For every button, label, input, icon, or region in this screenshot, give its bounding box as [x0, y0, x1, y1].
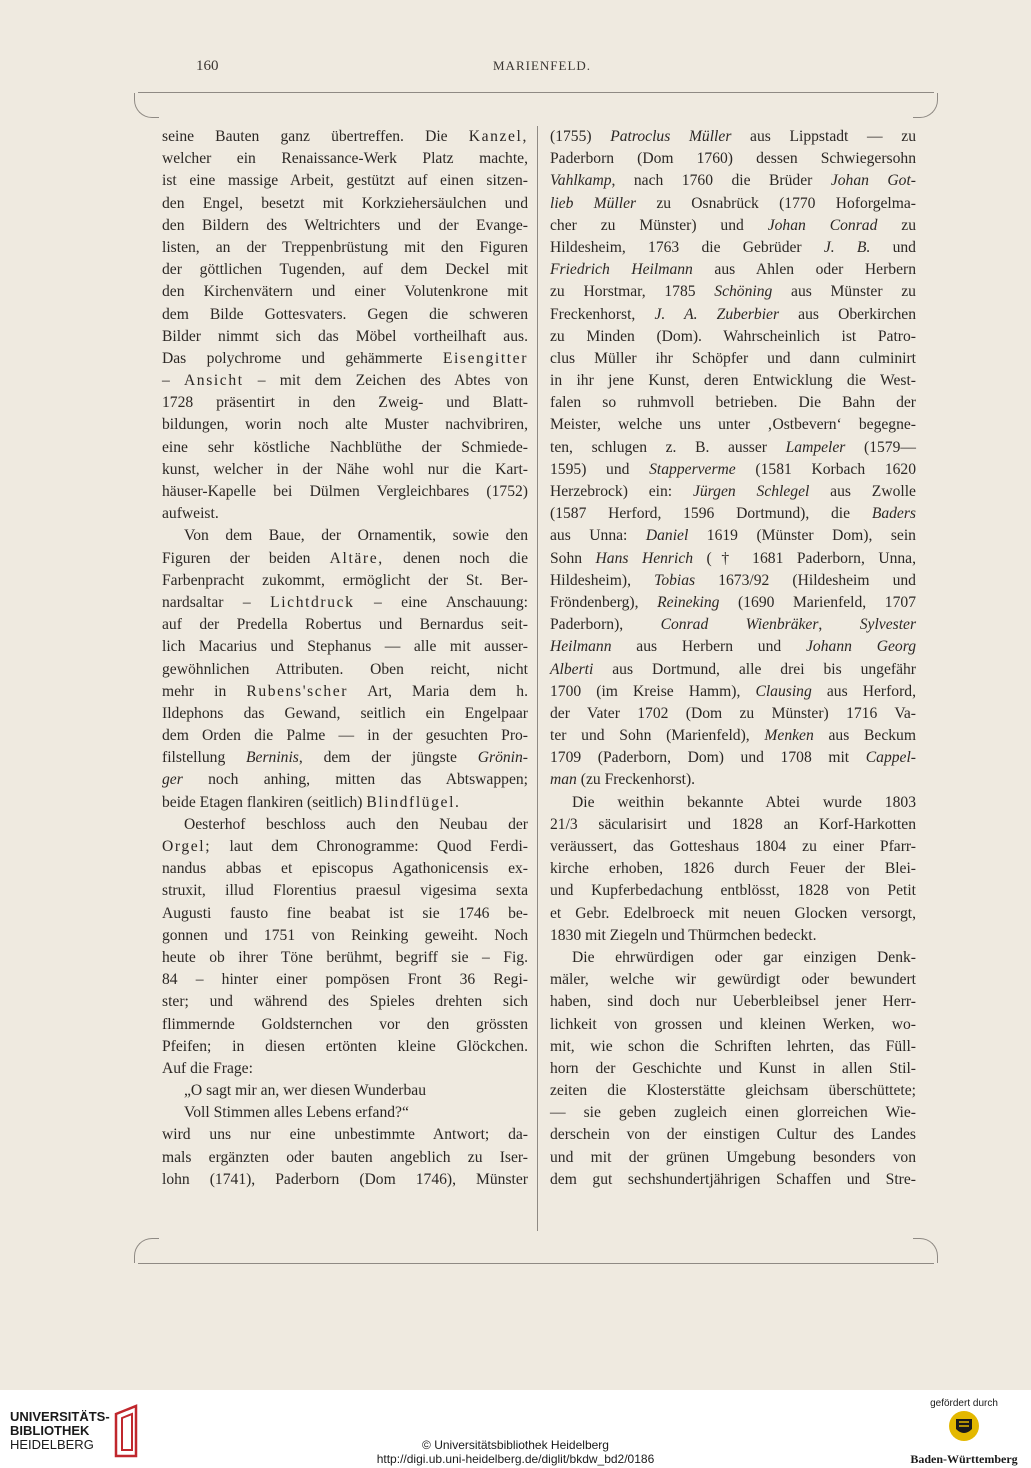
text-run: auf der Predella Robertus und Bernardus seit-	[162, 616, 528, 634]
text-line	[550, 1014, 916, 1036]
text-line	[162, 925, 528, 947]
text-run: (1755)	[550, 128, 611, 145]
text-line	[550, 548, 916, 570]
text-run: Fröndenberg),	[550, 593, 658, 611]
text-run: aus Ahlen oder Herbern	[692, 261, 916, 279]
text-run: lohn (1741), Paderborn (Dom 1746), Münster	[162, 1170, 528, 1188]
text-line	[550, 925, 916, 947]
text-line	[162, 792, 528, 814]
text-line	[550, 392, 916, 414]
text-line	[162, 259, 528, 281]
italic-name: Tobias	[654, 571, 696, 589]
text-line	[162, 1058, 528, 1080]
text-run: nardsaltar –	[162, 593, 271, 611]
text-line	[550, 1058, 916, 1080]
text-line	[162, 348, 528, 370]
text-run: 1728 präsentirt in den Zweig- und Blatt-	[162, 394, 528, 412]
italic-name: Heilmann	[550, 638, 612, 656]
text-run: noch anhing, mitten das Abtswappen;	[182, 771, 528, 789]
text-line	[550, 592, 916, 614]
italic-name: Daniel	[645, 527, 689, 545]
text-line	[162, 703, 528, 725]
text-line	[162, 1147, 528, 1169]
text-line	[550, 747, 916, 769]
text-run: ter und Sohn (Marienfeld),	[550, 727, 765, 745]
state-coat-of-arms-icon	[947, 1409, 981, 1443]
text-line	[550, 170, 916, 192]
text-run: mäler, welche wir gewürdigt oder bewundert	[550, 971, 916, 989]
text-line	[162, 148, 528, 170]
text-line	[550, 414, 916, 436]
text-run: ster; und während des Spieles drehten sich	[162, 993, 528, 1011]
text-line	[162, 481, 528, 503]
frame-corner	[913, 93, 938, 118]
text-line	[550, 570, 916, 592]
text-run: kirche erhoben, 1826 durch Feuer der Blei-	[550, 860, 916, 878]
text-run: aus Unna:	[550, 527, 646, 545]
text-run: eine sehr köstliche Nachblüthe der Schmiede-	[162, 438, 528, 456]
text-run: clus Müller ihr Schöpfer und dann culminirt	[550, 349, 916, 367]
text-line	[162, 370, 528, 392]
text-line	[550, 725, 916, 747]
text-run: – eine Anschauung:	[354, 593, 529, 611]
text-run: derschein von der einstigen Cultur des Landes	[550, 1126, 916, 1144]
text-run: Auf die Frage:	[162, 1059, 253, 1077]
text-run: 84 – hinter einer pompösen Front 36 Regi-	[162, 971, 528, 989]
italic-name: Cappel-	[865, 749, 916, 767]
text-run: Paderborn),	[550, 616, 661, 634]
text-line	[162, 304, 528, 326]
text-line	[550, 1124, 916, 1146]
text-run: Paderborn (Dom 1760) dessen Schwiegersohn	[550, 150, 916, 168]
italic-name: Vahlkamp	[550, 172, 612, 190]
text-run: nandus abbas et episcopus Agathonicensis ex-	[162, 860, 528, 878]
page-header	[0, 58, 1031, 82]
text-line	[162, 659, 528, 681]
text-run: aufweist.	[162, 505, 219, 523]
text-run: mals ergänzten oder bauten angeblich zu Iser-	[162, 1148, 528, 1166]
text-run: Sohn	[550, 549, 596, 567]
text-run: und	[870, 238, 916, 256]
text-run: cher zu Münster) und	[550, 216, 768, 234]
text-run: heute ob ihrer Töne berühmt, begriff sie – Fig.	[162, 948, 528, 966]
text-run: Pfeifen; in diesen ertönten kleine Glöckchen.	[162, 1037, 528, 1055]
text-line	[162, 1080, 528, 1102]
text-line	[550, 991, 916, 1013]
italic-name: ger	[162, 771, 183, 789]
italic-name: Alberti	[550, 660, 594, 678]
text-line	[550, 1036, 916, 1058]
text-run: bildungen, worin noch alte Muster nachvibriren,	[162, 416, 528, 434]
text-run: Oesterhof beschloss auch den Neubau der	[184, 815, 528, 833]
text-run: listen, an der Treppenbrüstung mit den Figuren	[162, 238, 528, 256]
footer	[0, 1390, 1031, 1468]
text-run: den Engel, besetzt mit Korkziehersäulchen und	[162, 194, 528, 212]
frame-corner	[134, 1238, 159, 1263]
text-run: et Gebr. Edelbroeck mit neuen Glocken versorgt,	[550, 904, 916, 922]
italic-name: Grönin-	[477, 749, 528, 767]
text-run: dem Bilde Gottesvaters. Gegen die schweren	[162, 305, 528, 323]
text-line	[550, 947, 916, 969]
italic-name: Friedrich Heilmann	[550, 261, 693, 279]
text-run: 1709 (Paderborn, Dom) und 1708 mit	[550, 749, 866, 767]
italic-name: Jürgen Schlegel	[692, 483, 810, 500]
text-run: (1587 Herford, 1596 Dortmund), die	[550, 505, 872, 523]
text-run: (1690 Marienfeld, 1707	[719, 593, 916, 611]
text-line	[550, 437, 916, 459]
text-run: zu Minden (Dom). Wahrscheinlich ist Patro-	[550, 327, 916, 345]
text-run: (1581 Korbach 1620	[735, 460, 917, 478]
text-run: zeiten die Klosterstätte gleichsam überschüttete;	[550, 1082, 916, 1100]
page-number: 160	[196, 58, 219, 74]
text-run: der Vater 1702 (Dom zu Münster) 1716 Va-	[550, 704, 916, 722]
italic-name: Johan Got-	[830, 172, 916, 190]
text-line	[550, 703, 916, 725]
text-line	[550, 858, 916, 880]
text-run: flimmernde Goldsternchen vor den grössten	[162, 1015, 528, 1033]
text-run: Meister, welche uns unter ‚Ostbevern‘ begegne-	[550, 416, 916, 434]
text-line	[162, 1014, 528, 1036]
text-line	[162, 1124, 528, 1146]
text-line	[162, 570, 528, 592]
text-run: dem Orden die Palme — in der gesuchten Pro-	[162, 727, 528, 745]
text-run: ,	[818, 616, 860, 634]
text-line	[162, 1169, 528, 1191]
spaced-term: Eisengitter	[442, 349, 528, 367]
text-run: aus Oberkirchen	[779, 305, 916, 323]
text-line	[162, 969, 528, 991]
text-line	[550, 370, 916, 392]
text-run: aus Herbern und	[611, 638, 807, 656]
text-line	[550, 681, 916, 703]
library-name-line: UNIVERSITÄTS-	[10, 1409, 110, 1424]
text-run: ist eine massige Arbeit, gestützt auf einen sitzen-	[162, 172, 528, 190]
text-line	[162, 836, 528, 858]
text-run: welcher ein Renaissance-Werk Platz machte,	[162, 150, 528, 168]
text-line	[162, 193, 528, 215]
text-line	[550, 1147, 916, 1169]
text-line	[162, 1036, 528, 1058]
text-line	[550, 792, 916, 814]
text-run: — sie geben zugleich einen glorreichen Wie-	[550, 1104, 916, 1122]
text-line	[162, 814, 528, 836]
text-run: mit, wie schon die Schriften lehrten, das Füll-	[550, 1037, 916, 1055]
text-line	[550, 880, 916, 902]
text-line	[162, 126, 528, 148]
text-line	[550, 636, 916, 658]
text-line	[550, 1169, 916, 1191]
column-divider	[537, 126, 538, 1231]
italic-name: J. B.	[823, 238, 871, 256]
text-run: Voll Stimmen alles Lebens erfand?“	[184, 1104, 409, 1122]
text-run: (1579—	[845, 438, 916, 456]
text-run: –	[162, 372, 184, 390]
text-run: 1619 (Münster Dom), sein	[688, 527, 916, 545]
text-run: , dem der jüngste	[298, 749, 478, 767]
text-line	[162, 903, 528, 925]
text-run: (zu Freckenhorst).	[576, 771, 696, 789]
text-run: – mit dem Zeichen des Abtes von	[243, 372, 528, 390]
text-run: aus Beckum	[813, 727, 916, 745]
text-line	[550, 126, 916, 148]
text-run: Freckenhorst,	[550, 305, 655, 323]
text-run: 1700 (im Kreise Hamm),	[550, 682, 756, 700]
text-line	[550, 193, 916, 215]
text-line	[162, 503, 528, 525]
text-line	[162, 326, 528, 348]
text-run: († 1681 Paderborn, Unna,	[693, 549, 916, 567]
text-line	[162, 769, 528, 791]
text-line	[162, 991, 528, 1013]
italic-name: Johann Georg	[806, 638, 916, 656]
text-line	[162, 614, 528, 636]
italic-name: Reineking	[657, 593, 720, 611]
text-run: gonnen und 1751 von Reinking geweiht. Noch	[162, 926, 528, 944]
spaced-term: Ansicht	[183, 372, 244, 390]
left-text-column	[162, 126, 528, 1191]
text-line	[550, 836, 916, 858]
text-run: 21/3 säcularisirt und 1828 an Korf-Harkotten	[550, 815, 916, 833]
italic-name: Sylvester	[859, 616, 917, 634]
text-line	[550, 659, 916, 681]
spaced-term: Blindflügel.	[366, 793, 461, 811]
text-line	[550, 969, 916, 991]
italic-name: Hans Henrich	[595, 549, 694, 567]
text-line	[550, 903, 916, 925]
text-run: Art, Maria dem h.	[348, 682, 528, 700]
spaced-term: Rubens'scher	[246, 682, 349, 700]
text-run: falen so ruhmvoll betrieben. Die Bahn der	[550, 394, 916, 412]
text-run: zu	[877, 216, 916, 234]
text-line	[162, 681, 528, 703]
text-run: 1830 mit Ziegeln und Thürmchen bedeckt.	[550, 926, 817, 944]
text-line	[162, 459, 528, 481]
text-line	[550, 481, 916, 503]
text-line	[550, 259, 916, 281]
spaced-term: Lichtdruck	[270, 593, 355, 611]
spaced-term: Orgel;	[162, 838, 212, 855]
text-line	[550, 1080, 916, 1102]
text-run: laut dem Chronogramme: Quod Ferdi-	[211, 838, 528, 855]
copyright-block	[0, 1438, 1031, 1466]
text-run: seine Bauten ganz übertreffen. Die	[162, 128, 469, 145]
text-line	[162, 392, 528, 414]
text-run: lichkeit von grossen und kleinen Werken, wo-	[550, 1015, 916, 1033]
text-line	[162, 880, 528, 902]
text-run: „O sagt mir an, wer diesen Wunderbau	[184, 1082, 427, 1100]
text-run: zu Osnabrück (1770 Hoforgelma-	[636, 194, 916, 212]
text-line	[550, 326, 916, 348]
text-line	[162, 215, 528, 237]
text-line	[162, 437, 528, 459]
library-name-line: HEIDELBERG	[10, 1437, 94, 1452]
text-line	[550, 304, 916, 326]
text-line	[162, 237, 528, 259]
sponsor-block[interactable]	[909, 1398, 1019, 1467]
copyright-text: © Universitätsbibliothek Heidelberg	[422, 1438, 609, 1452]
text-line	[162, 636, 528, 658]
permalink-url[interactable]: http://digi.ub.uni-heidelberg.de/diglit/bkdw_bd2/0186	[376, 1452, 655, 1466]
sponsor-name: Baden-Württemberg	[910, 1452, 1018, 1466]
text-line	[550, 769, 916, 791]
text-run: Bilder nimmt sich das Möbel vortheilhaft aus.	[162, 327, 528, 345]
text-line	[162, 858, 528, 880]
text-run: mehr in	[162, 682, 247, 700]
italic-name: Baders	[871, 505, 916, 523]
text-run: gewöhnlichen Attributen. Oben reicht, nicht	[162, 660, 528, 678]
text-run: Die weithin bekannte Abtei wurde 1803	[572, 793, 916, 811]
text-line	[550, 281, 916, 303]
text-run: Das polychrome und gehämmerte	[162, 349, 443, 367]
text-run: und mit der grünen Umgebung besonders von	[550, 1148, 916, 1166]
text-run: struxit, illud Florentius praesul vigesima sexta	[162, 882, 528, 900]
text-line	[550, 459, 916, 481]
frame-corner	[913, 1238, 938, 1263]
sponsor-label: gefördert durch	[930, 1398, 998, 1409]
spaced-term: Altäre,	[329, 549, 384, 567]
text-line	[162, 1102, 528, 1124]
text-run: den Kirchenvätern und einer Volutenkrone mit	[162, 283, 528, 301]
text-line	[550, 148, 916, 170]
text-run: den Bildern des Weltrichters und der Evange-	[162, 216, 528, 234]
text-line	[550, 503, 916, 525]
text-run: 1595) und	[550, 460, 650, 478]
text-line	[162, 281, 528, 303]
text-line	[162, 947, 528, 969]
text-run: aus Dortmund, alle drei bis ungefähr	[593, 660, 916, 678]
italic-name: Clausing	[755, 682, 812, 700]
text-run: dem gut sechshundertjährigen Schaffen und Stre-	[550, 1170, 916, 1188]
frame-corner	[134, 93, 159, 118]
text-run: Hildesheim, 1763 die Gebrüder	[550, 238, 824, 256]
library-name-line: BIBLIOTHEK	[10, 1423, 90, 1438]
text-line	[550, 348, 916, 370]
text-run: Ildephons das Gewand, seitlich ein Engelpaar	[162, 704, 528, 722]
text-run: und Kupferbedachung entblösst, 1828 von Petit	[550, 882, 916, 900]
text-run: Von dem Baue, der Ornamentik, sowie den	[184, 527, 528, 545]
text-run: Figuren der beiden	[162, 549, 330, 567]
text-run: wird uns nur eine unbestimmte Antwort; da-	[162, 1126, 528, 1144]
text-line	[162, 747, 528, 769]
text-run: Herzebrock) ein:	[550, 483, 693, 500]
italic-name: Conrad Wienbräker	[660, 616, 819, 634]
text-run: ten, schlugen z. B. ausser	[550, 438, 786, 456]
text-run: Die ehrwürdigen oder gar einzigen Denk-	[572, 948, 916, 966]
italic-name: man	[550, 771, 577, 789]
italic-name: lieb Müller	[550, 194, 637, 212]
text-line	[162, 725, 528, 747]
text-line	[550, 1102, 916, 1124]
italic-name: J. A. Zuberbier	[654, 305, 780, 323]
text-run: , nach 1760 die Brüder	[611, 172, 831, 190]
text-run: 1673/92 (Hildesheim und	[695, 571, 916, 589]
italic-name: Stapperverme	[649, 460, 736, 478]
text-run: häuser-Kapelle bei Dülmen Vergleichbares (1752)	[162, 483, 528, 500]
text-run: der göttlichen Tugenden, auf dem Deckel mit	[162, 261, 528, 279]
running-title: MARIENFELD.	[493, 58, 592, 73]
italic-name: Menken	[764, 727, 814, 745]
text-run: filstellung	[162, 749, 247, 767]
text-run: beide Etagen flankiren (seitlich)	[162, 793, 367, 811]
text-run: haben, sind doch nur Ueberbleibsel jener Herr-	[550, 993, 916, 1011]
italic-name: Johan Conrad	[767, 216, 878, 234]
text-run: lich Macarius und Stephanus — alle mit ausser-	[162, 638, 528, 656]
text-line	[550, 614, 916, 636]
text-line	[162, 592, 528, 614]
italic-name: Berninis	[246, 749, 299, 767]
text-line	[550, 215, 916, 237]
text-run: in ihr jene Kunst, deren Entwicklung die West-	[550, 372, 916, 390]
text-run: Hildesheim),	[550, 571, 655, 589]
text-run: aus Münster zu	[772, 283, 916, 301]
italic-name: Patroclus Müller	[610, 128, 732, 145]
text-run: denen noch die	[383, 549, 529, 567]
text-line	[162, 525, 528, 547]
text-line	[162, 548, 528, 570]
text-line	[162, 414, 528, 436]
right-text-column	[550, 126, 916, 1191]
text-line	[550, 814, 916, 836]
text-run: aus Lippstadt — zu	[731, 128, 916, 145]
text-run: aus Zwolle	[809, 483, 916, 500]
text-run: zu Horstmar, 1785	[550, 283, 715, 301]
text-run: horn der Geschichte und Kunst in allen Stil-	[550, 1059, 916, 1077]
text-run: kunst, welcher in der Nähe wohl nur die Kart-	[162, 460, 528, 478]
text-run: Augusti fausto fine beabat ist sie 1746 be-	[162, 904, 528, 922]
text-line	[550, 525, 916, 547]
text-run: aus Herford,	[811, 682, 916, 700]
italic-name: Lampeler	[785, 438, 846, 456]
text-line	[550, 237, 916, 259]
text-run: veräussert, das Gotteshaus 1804 zu einer Pfarr-	[550, 838, 916, 855]
italic-name: Schöning	[714, 283, 773, 301]
text-line	[162, 170, 528, 192]
text-run: Farbenpracht zukommt, ermöglicht der St. Ber-	[162, 571, 528, 589]
spaced-term: Kanzel,	[468, 128, 528, 145]
